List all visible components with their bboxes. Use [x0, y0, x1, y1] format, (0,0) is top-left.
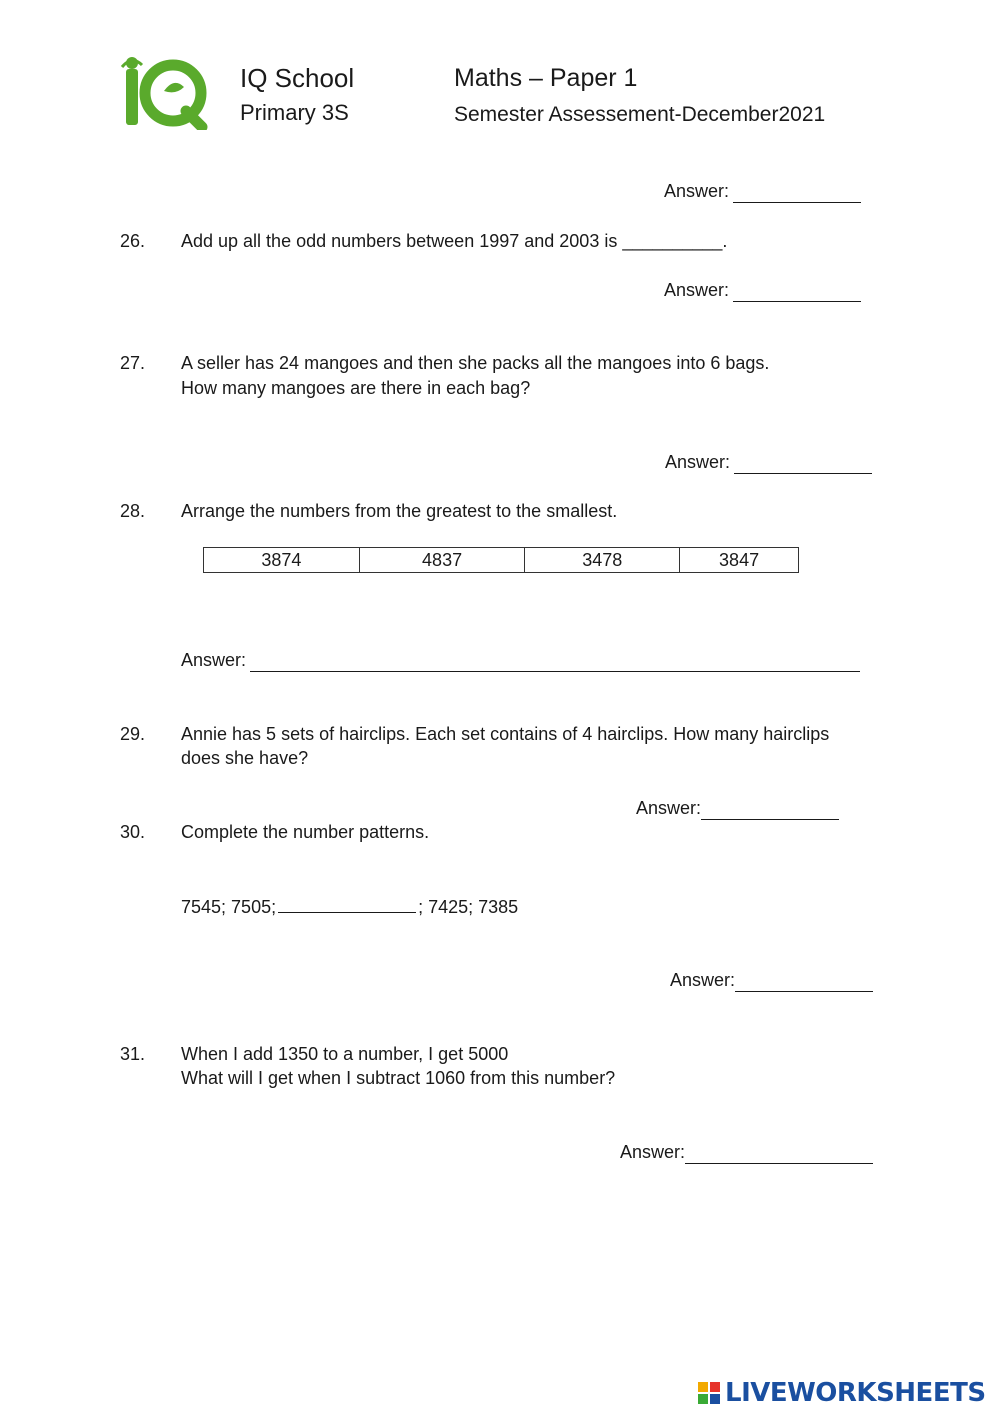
answer-label: Answer:: [664, 181, 730, 201]
table-cell: 3847: [680, 548, 799, 573]
question-text-29-line1: Annie has 5 sets of hairclips. Each set contains of 4 hairclips. How many hairclips: [181, 724, 830, 744]
pattern-blank[interactable]: [278, 894, 416, 913]
numbers-table: [203, 547, 799, 573]
question-text-31-line2: What will I get when I subtract 1060 from this number?: [181, 1068, 616, 1088]
question-text-31-line1: When I add 1350 to a number, I get 5000: [181, 1044, 509, 1064]
answer-blank-27[interactable]: [734, 453, 872, 474]
answer-line-29: [636, 796, 839, 820]
question-number-27: 27.: [120, 353, 146, 373]
table-cell: 4837: [359, 548, 525, 573]
question-number-31: 31.: [120, 1044, 146, 1064]
question-number-28: 28.: [120, 501, 146, 521]
answer-line-27: [665, 450, 872, 474]
class-name: Primary 3S: [240, 100, 349, 125]
school-logo: [118, 55, 208, 130]
number-pattern: [181, 894, 518, 919]
question-text-29-line2: does she have?: [181, 748, 309, 768]
liveworksheets-text: LIVEWORKSHEETS: [725, 1378, 986, 1408]
question-text-30: Complete the number patterns.: [181, 822, 430, 842]
svg-text:IQ: IQ: [148, 105, 150, 106]
subject-title: Maths – Paper 1: [454, 64, 638, 92]
answer-blank-29[interactable]: [701, 799, 839, 820]
answer-blank-30[interactable]: [735, 971, 873, 992]
answer-blank-26[interactable]: [733, 281, 861, 302]
answer-label: Answer:: [181, 650, 247, 670]
pattern-start: 7545; 7505;: [181, 897, 277, 917]
answer-blank-31[interactable]: [685, 1143, 873, 1164]
iq-logo-icon: [118, 55, 208, 130]
answer-label: Answer:: [636, 798, 702, 818]
liveworksheets-icon: [697, 1381, 721, 1405]
assessment-title: Semester Assessement-December2021: [454, 103, 826, 126]
answer-line-26: [664, 278, 861, 302]
pattern-end: ; 7425; 7385: [418, 897, 519, 917]
question-text-27-line2: How many mangoes are there in each bag?: [181, 378, 531, 398]
answer-blank-25[interactable]: [733, 182, 861, 203]
table-cell: 3478: [525, 548, 680, 573]
school-name: IQ School: [240, 63, 355, 93]
question-text-26: Add up all the odd numbers between 1997 and 2003 is __________.: [181, 231, 728, 251]
answer-label: Answer:: [670, 970, 736, 990]
answer-blank-28[interactable]: [250, 651, 860, 672]
question-number-30: 30.: [120, 822, 146, 842]
table-cell: 3874: [204, 548, 360, 573]
answer-line-25: [664, 179, 861, 203]
answer-line-28: [181, 648, 860, 672]
answer-line-31: [620, 1140, 873, 1164]
question-number-26: 26.: [120, 231, 146, 251]
answer-label: Answer:: [665, 452, 731, 472]
answer-line-30: [670, 968, 873, 992]
answer-label: Answer:: [664, 280, 730, 300]
liveworksheets-brand: [697, 1378, 986, 1408]
question-text-28: Arrange the numbers from the greatest to the smallest.: [181, 501, 618, 521]
question-number-29: 29.: [120, 724, 146, 744]
question-text-27-line1: A seller has 24 mangoes and then she packs all the mangoes into 6 bags.: [181, 353, 770, 373]
answer-label: Answer:: [620, 1142, 686, 1162]
